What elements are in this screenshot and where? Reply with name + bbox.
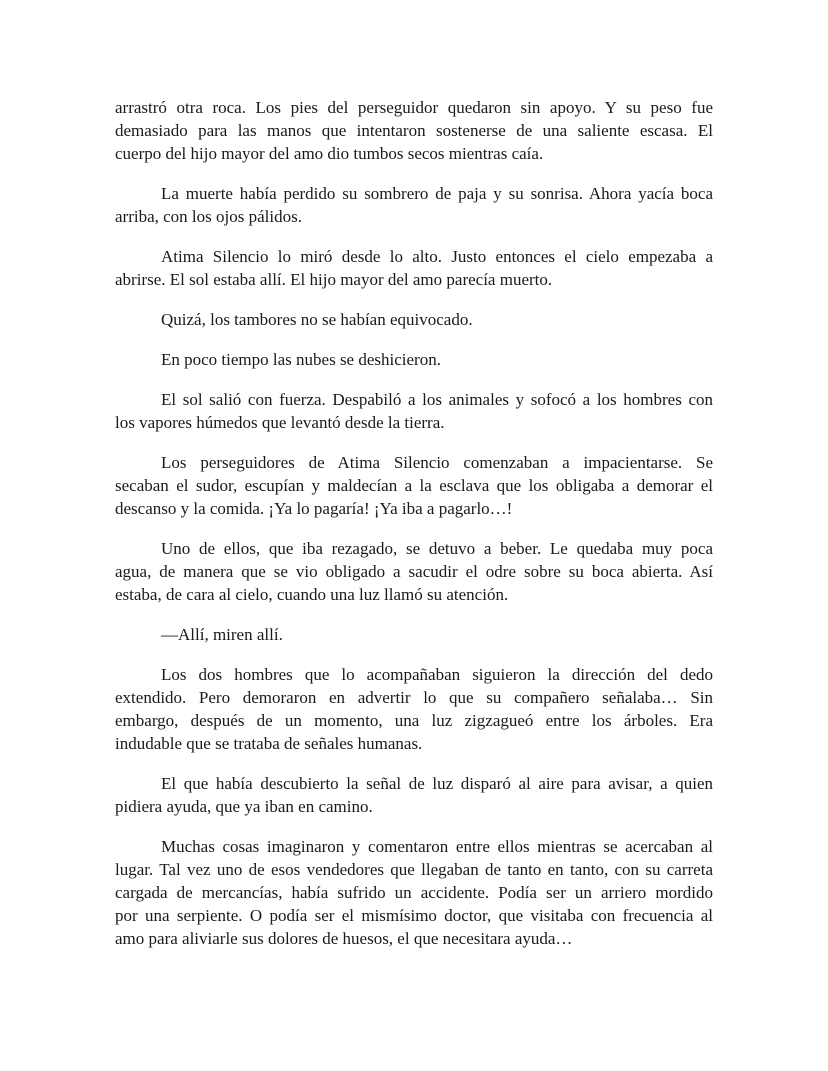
paragraph	[115, 451, 713, 520]
text-line: extendido. Pero demoraron en advertir lo que su compañero señalaba… Sin	[115, 688, 713, 707]
text-line: Atima Silencio lo miró desde lo alto. Justo entonces el cielo empezaba a	[161, 247, 713, 266]
text-line: lugar. Tal vez uno de esos vendedores que llegaban de tanto en tanto, con su carreta	[115, 860, 713, 879]
text-line: embargo, después de un momento, una luz zigzagueó entre los árboles. Era	[115, 711, 713, 730]
paragraph	[115, 623, 713, 646]
text-line: Uno de ellos, que iba rezagado, se detuvo a beber. Le quedaba muy poca	[161, 539, 713, 558]
paragraph	[115, 96, 713, 165]
text-line: Quizá, los tambores no se habían equivocado.	[161, 310, 473, 329]
text-line: Los dos hombres que lo acompañaban siguieron la dirección del dedo	[161, 665, 713, 684]
paragraph	[115, 663, 713, 755]
paragraph	[115, 835, 713, 950]
text-line: secaban el sudor, escupían y maldecían a la esclava que los obligaba a demorar el	[115, 476, 713, 495]
text-line: cuerpo del hijo mayor del amo dio tumbos secos mientras caía.	[115, 144, 544, 163]
paragraph	[115, 537, 713, 606]
text-line: —Allí, miren allí.	[161, 625, 283, 644]
text-line: arrastró otra roca. Los pies del perseguidor quedaron sin apoyo. Y su peso fue	[115, 98, 713, 117]
text-line: indudable que se trataba de señales humanas.	[115, 734, 423, 753]
text-line: El sol salió con fuerza. Despabiló a los animales y sofocó a los hombres con	[161, 390, 713, 409]
text-line: estaba, de cara al cielo, cuando una luz llamó su atención.	[115, 585, 509, 604]
text-line: los vapores húmedos que levantó desde la tierra.	[115, 413, 445, 432]
text-line: En poco tiempo las nubes se deshicieron.	[161, 350, 441, 369]
text-line: Muchas cosas imaginaron y comentaron entre ellos mientras se acercaban al	[161, 837, 713, 856]
text-line: demasiado para las manos que intentaron sostenerse de una saliente escasa. El	[115, 121, 713, 140]
text-line: La muerte había perdido su sombrero de paja y su sonrisa. Ahora yacía boca	[161, 184, 713, 203]
text-line: cargada de mercancías, había sufrido un accidente. Podía ser un arriero mordido	[115, 883, 713, 902]
paragraph	[115, 388, 713, 434]
text-line: El que había descubierto la señal de luz disparó al aire para avisar, a quien	[161, 774, 713, 793]
text-line: amo para aliviarle sus dolores de huesos, el que necesitara ayuda…	[115, 929, 573, 948]
paragraph	[115, 348, 713, 371]
paragraph	[115, 182, 713, 228]
paragraph	[115, 245, 713, 291]
text-line: Los perseguidores de Atima Silencio comenzaban a impacientarse. Se	[161, 453, 713, 472]
text-line: arriba, con los ojos pálidos.	[115, 207, 302, 226]
paragraph	[115, 772, 713, 818]
text-line: agua, de manera que se vio obligado a sacudir el odre sobre su boca abierta. Así	[115, 562, 713, 581]
text-line: descanso y la comida. ¡Ya lo pagaría! ¡Ya iba a pagarlo…!	[115, 499, 513, 518]
document-page	[115, 96, 713, 967]
text-line: pidiera ayuda, que ya iban en camino.	[115, 797, 373, 816]
text-line: por una serpiente. O podía ser el mismísimo doctor, que visitaba con frecuencia al	[115, 906, 713, 925]
text-line: abrirse. El sol estaba allí. El hijo mayor del amo parecía muerto.	[115, 270, 553, 289]
paragraph	[115, 308, 713, 331]
